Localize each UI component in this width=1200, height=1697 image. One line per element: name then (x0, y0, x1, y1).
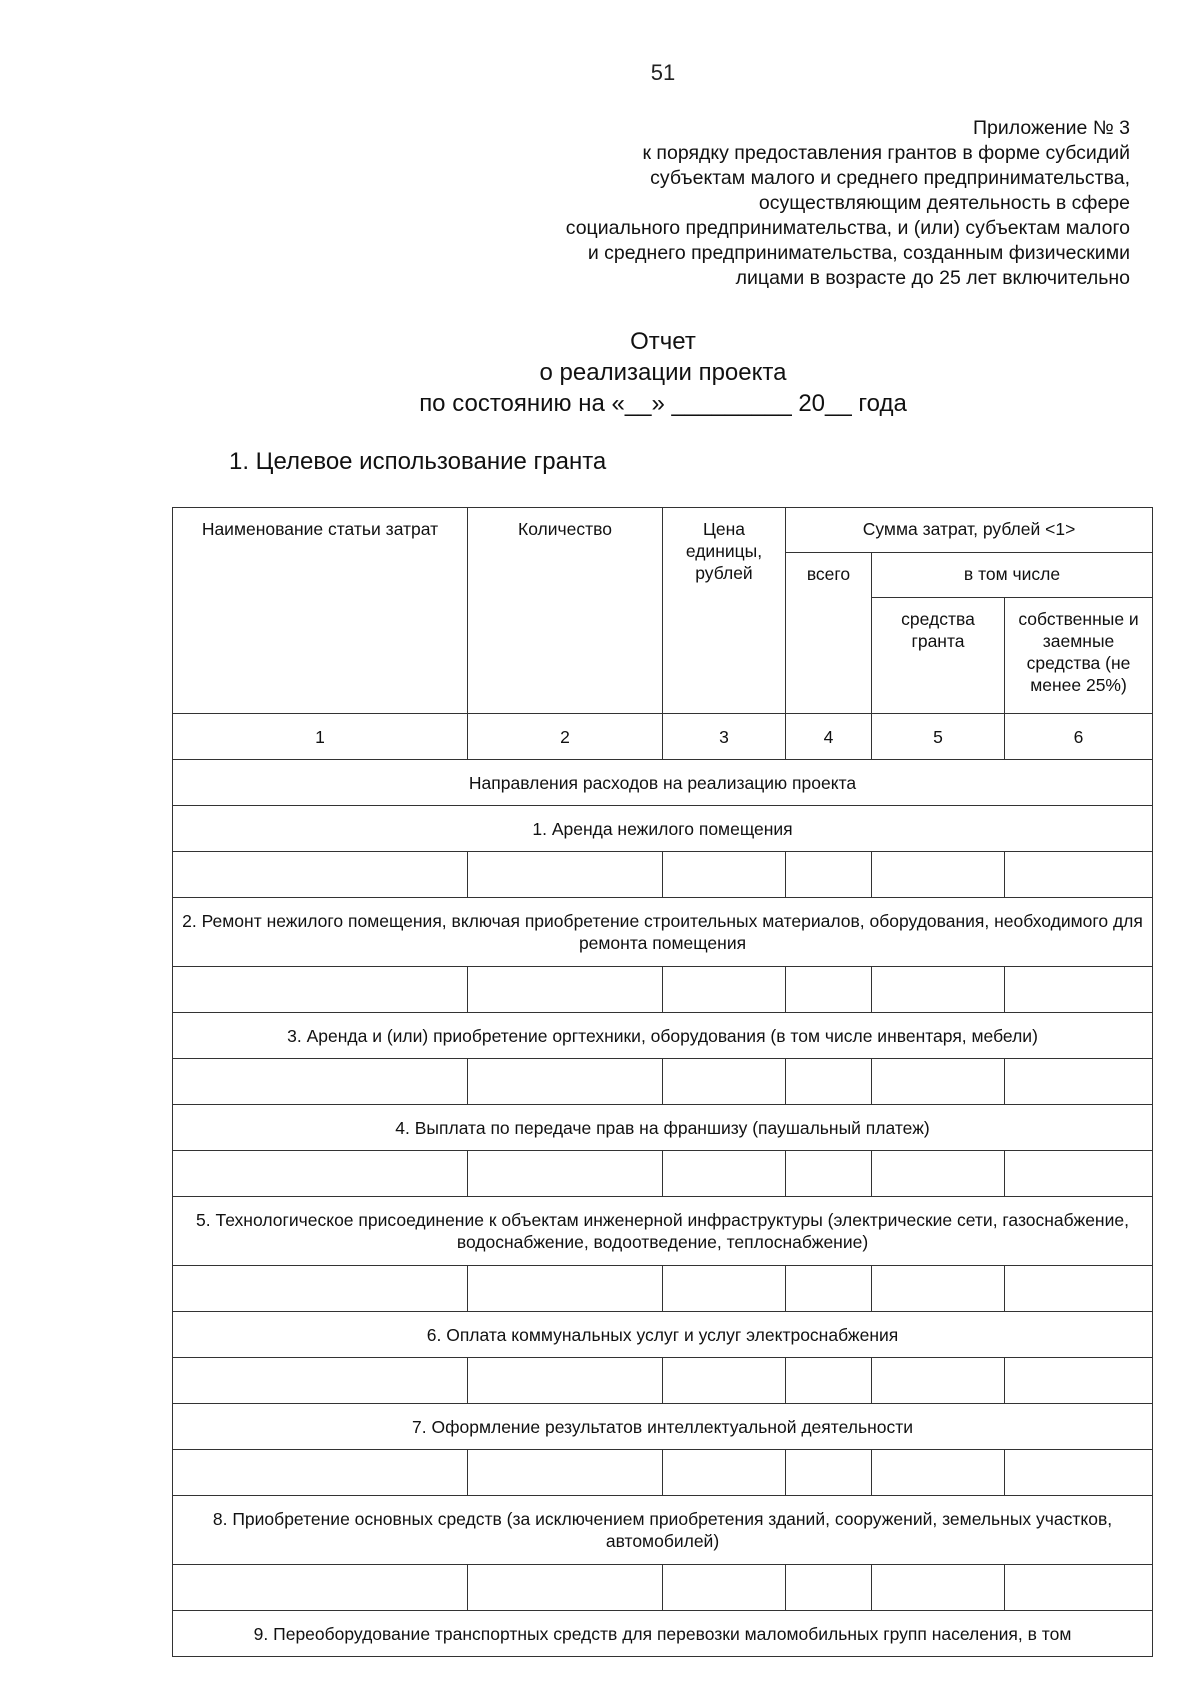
directions-header: Направления расходов на реализацию проекта (173, 760, 1153, 806)
empty-cell[interactable] (663, 1358, 786, 1404)
empty-cell[interactable] (872, 1151, 1005, 1197)
empty-cell[interactable] (468, 967, 663, 1013)
empty-row (173, 852, 1153, 898)
header-total-costs: Сумма затрат, рублей <1> (786, 508, 1153, 553)
empty-cell[interactable] (173, 852, 468, 898)
empty-cell[interactable] (468, 1450, 663, 1496)
empty-cell[interactable] (872, 1565, 1005, 1611)
column-number: 6 (1005, 714, 1153, 760)
header-cost-item: Наименование статьи затрат (173, 508, 468, 714)
section-row: 7. Оформление результатов интеллектуальной деятельности (173, 1404, 1153, 1450)
empty-row (173, 1151, 1153, 1197)
header-own-funds: собственные и заемные средства (не менее 25%) (1005, 598, 1153, 714)
report-subtitle: о реализации проекта (539, 359, 787, 386)
empty-cell[interactable] (786, 1450, 872, 1496)
header-grant-funds: средства гранта (872, 598, 1005, 714)
report-title: Отчет (630, 328, 696, 355)
appendix-line: и среднего предпринимательства, созданным физическими (587, 242, 1130, 264)
empty-cell[interactable] (1005, 967, 1153, 1013)
empty-cell[interactable] (872, 1266, 1005, 1312)
empty-cell[interactable] (468, 1059, 663, 1105)
appendix-line: лицами в возрасте до 25 лет включительно (735, 267, 1130, 289)
empty-cell[interactable] (468, 1358, 663, 1404)
empty-cell[interactable] (663, 1565, 786, 1611)
appendix-line: Приложение № 3 (973, 117, 1130, 139)
empty-cell[interactable] (786, 1151, 872, 1197)
appendix-line: осуществляющим деятельность в сфере (758, 192, 1130, 214)
empty-cell[interactable] (786, 1266, 872, 1312)
empty-row (173, 1565, 1153, 1611)
header-quantity: Количество (468, 508, 663, 714)
empty-cell[interactable] (872, 1358, 1005, 1404)
empty-cell[interactable] (872, 852, 1005, 898)
section-row: 8. Приобретение основных средств (за исключением приобретения зданий, сооружений, земельных участков, автомобилей) (173, 1496, 1153, 1565)
empty-cell[interactable] (1005, 1059, 1153, 1105)
empty-cell[interactable] (1005, 852, 1153, 898)
empty-cell[interactable] (468, 1266, 663, 1312)
empty-cell[interactable] (468, 1151, 663, 1197)
empty-cell[interactable] (786, 1358, 872, 1404)
empty-cell[interactable] (173, 1565, 468, 1611)
column-number: 3 (663, 714, 786, 760)
empty-cell[interactable] (468, 1565, 663, 1611)
section-row: 3. Аренда и (или) приобретение оргтехники, оборудования (в том числе инвентаря, мебели) (173, 1013, 1153, 1059)
empty-row (173, 1059, 1153, 1105)
header-total: всего (786, 553, 872, 714)
section-row: 2. Ремонт нежилого помещения, включая приобретение строительных материалов, оборудования, необходимого для ремонта помещения (173, 898, 1153, 967)
empty-cell[interactable] (173, 1266, 468, 1312)
appendix-line: к порядку предоставления грантов в форме субсидий (642, 142, 1130, 164)
empty-cell[interactable] (663, 1266, 786, 1312)
empty-cell[interactable] (1005, 1450, 1153, 1496)
empty-cell[interactable] (663, 967, 786, 1013)
report-date-line: по состоянию на «__» _________ 20__ года (419, 390, 907, 417)
column-number: 2 (468, 714, 663, 760)
appendix-line: социального предпринимательства, и (или) субъектам малого (565, 217, 1130, 239)
empty-cell[interactable] (663, 1450, 786, 1496)
column-number: 5 (872, 714, 1005, 760)
empty-row (173, 967, 1153, 1013)
empty-cell[interactable] (1005, 1358, 1153, 1404)
section-row: 9. Переоборудование транспортных средств для перевозки маломобильных групп населения, в том (173, 1611, 1153, 1657)
section-row: 6. Оплата коммунальных услуг и услуг электроснабжения (173, 1312, 1153, 1358)
appendix-block (370, 116, 1130, 291)
empty-row (173, 1266, 1153, 1312)
empty-cell[interactable] (173, 1151, 468, 1197)
report-title-block (0, 326, 1200, 419)
empty-row (173, 1358, 1153, 1404)
section-heading: 1. Целевое использование гранта (229, 448, 607, 475)
empty-cell[interactable] (173, 1059, 468, 1105)
empty-cell[interactable] (786, 1565, 872, 1611)
empty-cell[interactable] (173, 1358, 468, 1404)
header-unit-price: Цена единицы, рублей (663, 508, 786, 714)
section-row: 4. Выплата по передаче прав на франшизу (паушальный платеж) (173, 1105, 1153, 1151)
empty-cell[interactable] (173, 1450, 468, 1496)
empty-cell[interactable] (173, 967, 468, 1013)
empty-cell[interactable] (1005, 1266, 1153, 1312)
empty-cell[interactable] (1005, 1151, 1153, 1197)
empty-row (173, 1450, 1153, 1496)
empty-cell[interactable] (872, 967, 1005, 1013)
column-number: 4 (786, 714, 872, 760)
section-row: 5. Технологическое присоединение к объектам инженерной инфраструктуры (электрические сети, газоснабжение, водоснабжение, водоотведение, теплоснабжение) (173, 1197, 1153, 1266)
empty-cell[interactable] (786, 852, 872, 898)
empty-cell[interactable] (1005, 1565, 1153, 1611)
empty-cell[interactable] (663, 852, 786, 898)
section-row: 1. Аренда нежилого помещения (173, 806, 1153, 852)
empty-cell[interactable] (663, 1151, 786, 1197)
page-number: 51 (650, 60, 676, 85)
column-number: 1 (173, 714, 468, 760)
empty-cell[interactable] (872, 1059, 1005, 1105)
empty-cell[interactable] (872, 1450, 1005, 1496)
empty-cell[interactable] (663, 1059, 786, 1105)
appendix-line: субъектам малого и среднего предпринимательства, (650, 167, 1130, 189)
empty-cell[interactable] (786, 1059, 872, 1105)
empty-cell[interactable] (468, 852, 663, 898)
header-including: в том числе (872, 553, 1153, 598)
cost-table (172, 507, 1153, 1657)
empty-cell[interactable] (786, 967, 872, 1013)
